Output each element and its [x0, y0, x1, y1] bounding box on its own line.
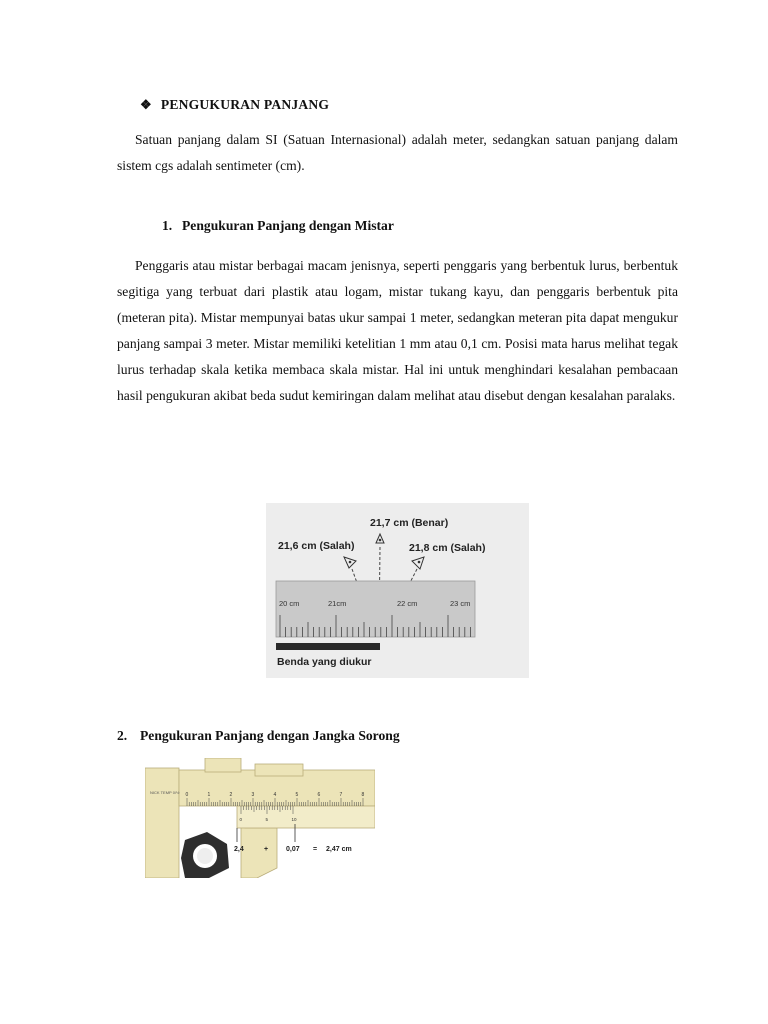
- reading-total: 2,47 cm: [326, 846, 352, 853]
- reading-main: 2,4: [234, 846, 244, 853]
- subheading-2: [117, 728, 400, 744]
- vernier-scale-label: 0: [239, 817, 243, 822]
- intro-paragraph: [117, 127, 678, 179]
- main-scale-label: 0: [185, 792, 189, 798]
- reading-vernier: 0,07: [286, 846, 300, 853]
- intro-text: Satuan panjang dalam SI (Satuan Internasional) adalah meter, sedangkan satuan panjang dalam sistem cgs adalah sentimeter (cm).: [117, 132, 678, 173]
- label-correct: 21,7 cm (Benar): [370, 517, 449, 529]
- main-scale-label: 4: [273, 792, 277, 798]
- scale-label-20: 20 cm: [279, 599, 300, 608]
- measured-object-bar: [276, 643, 380, 650]
- section-heading: [140, 97, 329, 113]
- mistar-text: Penggaris atau mistar berbagai macam jenisnya, seperti penggaris yang berbentuk lurus, berbentuk segitiga yang terbuat dari plastik atau logam, mistar tukang kayu, dan penggaris berbentuk pita (meteran pita). Mistar mempunyai batas ukur sampai 1 meter, sedangkan meteran pita dapat mengukur panjang sampai 3 meter. Mistar memiliki ketelitian 1 mm atau 0,1 cm. Posisi mata harus melihat tegak lurus terhadap skala ketika membaca skala mistar. Hal ini untuk menghindari kesalahan pembacaan hasil pengukuran akibat beda sudut kemiringan dalam melihat atau disebut dengan kesalahan paralaks.: [117, 258, 678, 403]
- vernier-scale-label: 10: [291, 817, 297, 822]
- ruler: [276, 581, 475, 637]
- main-scale-label: 3: [251, 792, 255, 798]
- ruler-parallax-figure: [266, 503, 529, 678]
- subheading-1: [162, 218, 394, 234]
- subheading-2-title: Pengukuran Panjang dengan Jangka Sorong: [140, 728, 400, 743]
- caliper-small-label: NICK TEMP 0/½: [150, 790, 180, 795]
- label-wrong-right: 21,8 cm (Salah): [409, 542, 486, 554]
- main-scale-label: 6: [317, 792, 321, 798]
- main-scale-label: 5: [295, 792, 299, 798]
- vernier-caliper-figure: [145, 758, 375, 878]
- main-scale-label: 2: [229, 792, 233, 798]
- measured-object-caption: Benda yang diukur: [277, 656, 372, 668]
- main-scale-label: 7: [339, 792, 343, 798]
- label-wrong-left: 21,6 cm (Salah): [278, 540, 355, 552]
- subheading-1-number: 1.: [162, 218, 173, 233]
- vernier-scale-label: 5: [265, 817, 269, 822]
- section-title: PENGUKURAN PANJANG: [160, 97, 330, 112]
- reading-equals: =: [313, 846, 318, 853]
- reading-plus: +: [264, 846, 269, 853]
- subheading-1-title: Pengukuran Panjang dengan Mistar: [182, 218, 394, 233]
- main-scale-label: 8: [361, 792, 365, 798]
- scale-label-22: 22 cm: [397, 599, 418, 608]
- main-scale-label: 1: [207, 792, 211, 798]
- diamond-bullet-icon: ❖: [140, 97, 152, 112]
- scale-label-23: 23 cm: [450, 599, 471, 608]
- mistar-paragraph: [117, 253, 678, 409]
- scale-label-21: 21cm: [328, 599, 347, 608]
- subheading-2-number: 2.: [117, 728, 128, 743]
